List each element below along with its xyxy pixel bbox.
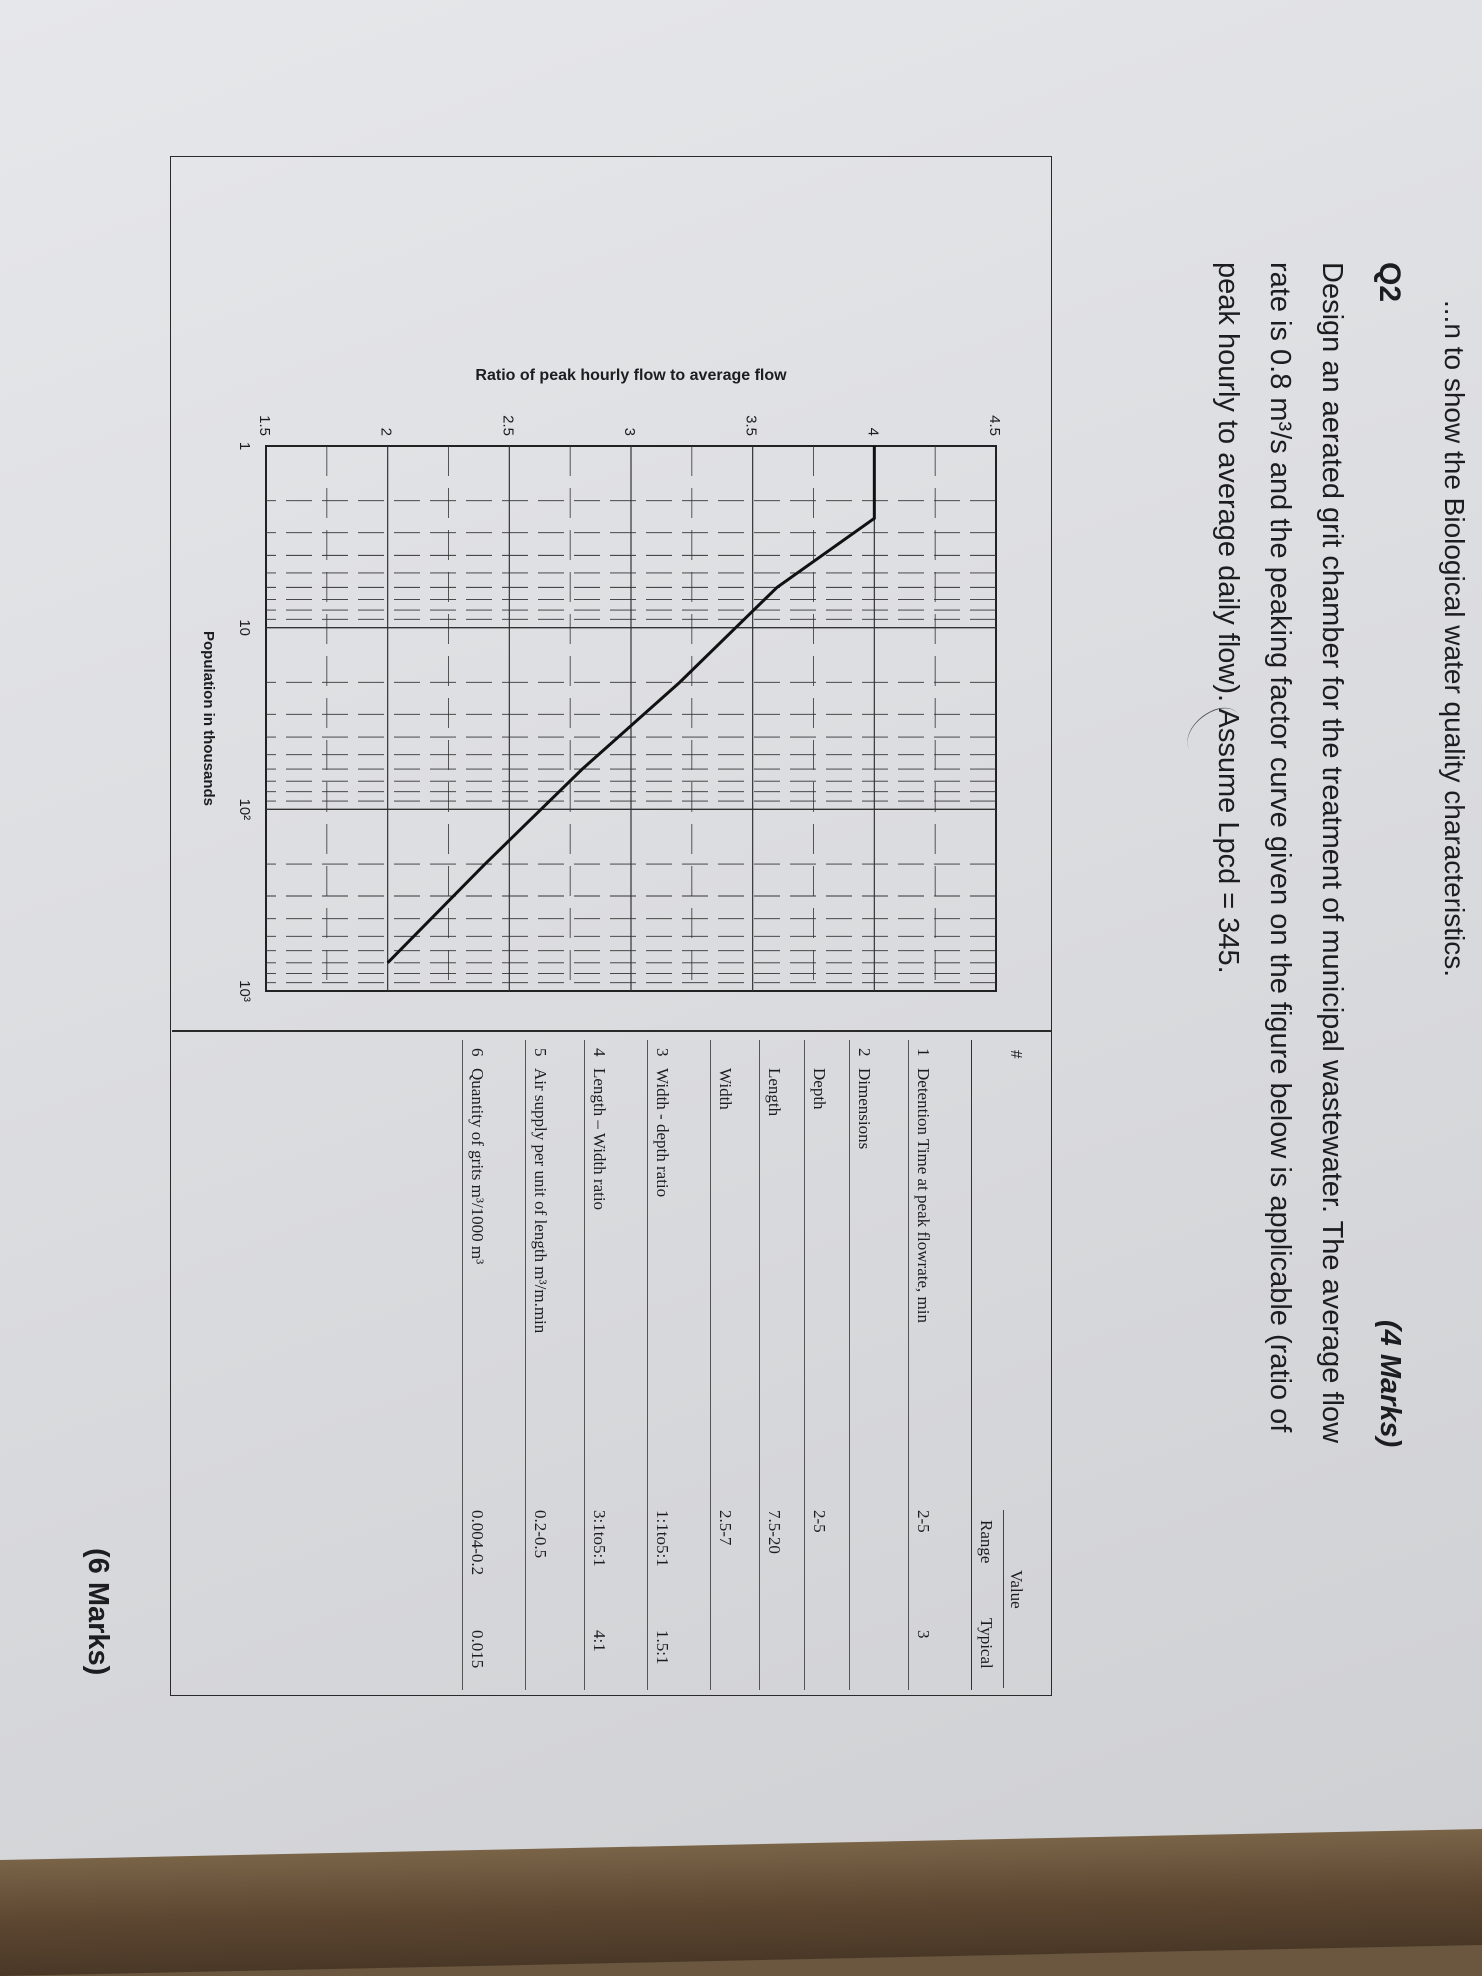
y-axis-label: Ratio of peak hourly flow to average flow (475, 367, 787, 384)
row-number: 1 (914, 1048, 933, 1057)
x-tick-label: 1 (236, 441, 253, 451)
x-axis-label: Population in thousands (200, 631, 217, 806)
table-header-row-1 (1002, 1040, 1036, 1690)
question-text: Design an aerated grit chamber for the treatment of municipal wastewater. The average flow rate is 0.8 m³/s and the peaking factor curve given on the figure below is applicable (ratio of peak hourly to average daily flow). Assume Lpcd = 345. (1212, 262, 1348, 1444)
row-number: 2 (855, 1048, 874, 1057)
table-row (908, 1040, 971, 1690)
typical-value: 4:1 (590, 1630, 609, 1652)
table-row (804, 1040, 849, 1690)
range-value: 0.004-0.2 (468, 1510, 487, 1576)
table-row (647, 1040, 710, 1690)
table-row (525, 1040, 584, 1690)
typical-value: 1.5:1 (653, 1630, 672, 1665)
y-tick-label: 2.5 (499, 415, 517, 436)
row-number: 4 (590, 1048, 609, 1057)
range-value: 2-5 (810, 1510, 829, 1533)
parameter-name: Length – Width ratio (590, 1068, 609, 1211)
parameter-name: Width (716, 1068, 735, 1110)
parameter-name: Depth (810, 1068, 829, 1110)
range-value: 3:1to5:1 (590, 1510, 609, 1567)
y-tick-label: 2 (377, 427, 395, 436)
figure-divider (172, 1030, 1052, 1032)
y-tick-label: 4.5 (986, 415, 1003, 436)
x-tick-label: 10 (236, 619, 253, 637)
parameter-name: Dimensions (855, 1068, 874, 1150)
previous-question-line: ...n to show the Biological water quality characteristics. (1439, 300, 1470, 977)
table-header-row-2 (971, 1040, 1002, 1690)
table-body (462, 1040, 971, 1690)
row-number: 6 (468, 1048, 487, 1057)
peaking-factor-chart (176, 176, 1036, 1006)
table-row (710, 1040, 759, 1690)
table-row (462, 1040, 525, 1690)
y-tick-label: 4 (864, 427, 882, 436)
range-value: 7.5-20 (765, 1510, 784, 1554)
parameter-name: Air supply per unit of length m³/m.min (531, 1068, 550, 1334)
range-value: 2.5-7 (716, 1510, 735, 1546)
value-header: Value (1007, 1570, 1026, 1609)
hash-header: # (1007, 1050, 1026, 1059)
value-underline (1003, 1510, 1004, 1688)
range-value: 2-5 (914, 1510, 933, 1533)
y-tick-label: 1.5 (256, 415, 273, 436)
design-parameter-table (462, 1040, 1036, 1690)
row-number: 3 (653, 1048, 672, 1057)
table-row (759, 1040, 804, 1690)
marks-bottom: (6 Marks) (82, 1548, 114, 1676)
table-row (849, 1040, 908, 1690)
x-tick-label: 10² (236, 798, 253, 821)
parameter-name: Width - depth ratio (653, 1068, 672, 1198)
x-tick-label: 10³ (236, 980, 253, 1002)
typical-value: 3 (914, 1630, 933, 1639)
range-value: 0.2-0.5 (531, 1510, 550, 1559)
row-number: 5 (531, 1048, 550, 1057)
typical-value: 0.015 (468, 1630, 487, 1669)
y-tick-label: 3 (621, 427, 638, 436)
typical-header: Typical (977, 1618, 996, 1669)
parameter-name: Length (765, 1068, 784, 1117)
table-row (584, 1040, 647, 1690)
range-value: 1:1to5:1 (653, 1510, 672, 1567)
y-tick-label: 3.5 (742, 415, 760, 436)
range-header: Range (977, 1520, 996, 1564)
parameter-name: Quantity of grits m³/1000 m³ (468, 1068, 487, 1265)
marks-top: (4 Marks) (1374, 1320, 1406, 1448)
parameter-name: Detention Time at peak flowrate, min (914, 1068, 933, 1323)
question-label: Q2 (1373, 262, 1406, 303)
